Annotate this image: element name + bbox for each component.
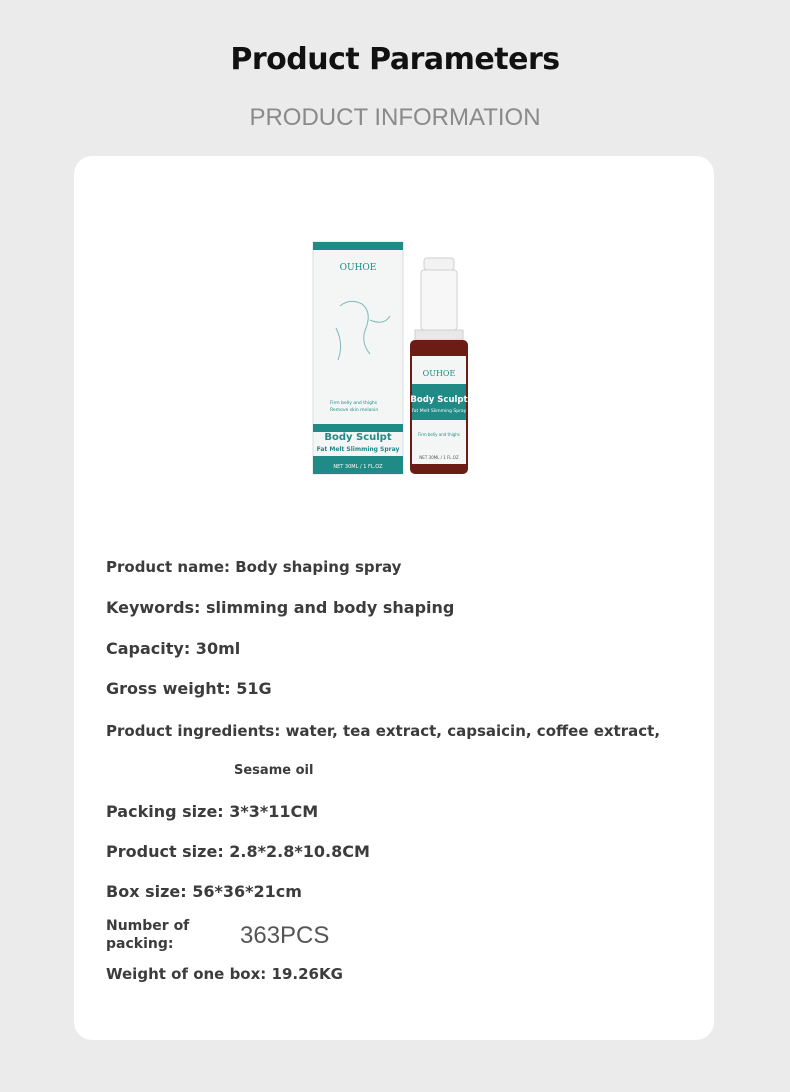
box-bullet-1: Firm belly and thighs (330, 401, 378, 406)
box-weight-row: Weight of one box: 19.26KG (106, 965, 343, 983)
page-subtitle: PRODUCT INFORMATION (249, 104, 541, 131)
capacity-row: Capacity: 30ml (106, 639, 241, 658)
bottle-bullet: Firm belly and thighs (418, 432, 460, 437)
packing-number-label: Number of packing: (106, 918, 190, 952)
gross-weight-row: Gross weight: 51G (106, 679, 272, 698)
product-bottle (410, 258, 468, 474)
keywords-row: Keywords: slimming and body shaping (106, 598, 455, 617)
info-card (74, 156, 714, 1040)
product-image (310, 236, 474, 476)
box-name-2: Fat Melt Slimming Spray (316, 446, 400, 453)
product-box (313, 242, 403, 474)
packing-size-row: Packing size: 3*3*11CM (106, 802, 319, 821)
page-title: Product Parameters (230, 42, 560, 77)
box-brand-text: OUHOE (339, 263, 377, 273)
product-size-row: Product size: 2.8*2.8*10.8CM (106, 842, 370, 861)
box-net: NET 30ML / 1 FL.OZ (333, 464, 383, 470)
bottle-brand-text: OUHOE (422, 369, 456, 378)
packing-number-value: 363PCS (240, 922, 330, 949)
box-bullet-2: Remove skin melanin (330, 408, 379, 413)
ingredients-continued: Sesame oil (234, 763, 314, 778)
box-name-1: Body Sculpt (324, 432, 392, 443)
product-name-row: Product name: Body shaping spray (106, 558, 402, 576)
bottle-net: NET 30ML / 1 FL.OZ (419, 455, 459, 460)
box-size-row: Box size: 56*36*21cm (106, 882, 302, 901)
ingredients-row: Product ingredients: water, tea extract, capsaicin, coffee extract, (106, 722, 661, 740)
bottle-name-1: Body Sculpt (410, 395, 468, 405)
bottle-name-2: Fat Melt Slimming Spray (411, 409, 467, 414)
